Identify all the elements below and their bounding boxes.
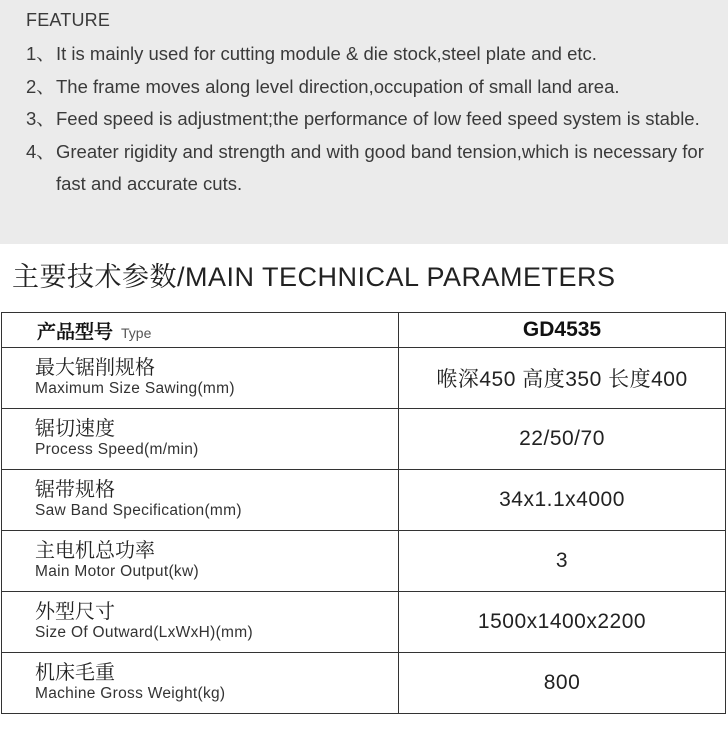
param-label-cell [2, 470, 399, 531]
param-label-cn: 锯切速度 [35, 418, 115, 440]
table-row [2, 531, 726, 592]
feature-title: FEATURE [26, 10, 111, 30]
feature-number: 1、 [26, 43, 55, 64]
parameters-title: 主要技术参数/MAIN TECHNICAL PARAMETERS [12, 262, 616, 292]
feature-number: 2、 [26, 75, 55, 97]
feature-text: The frame moves along level direction,occupation of small land area. [56, 75, 620, 97]
param-label-en: Process Speed(m/min) [35, 441, 199, 458]
param-value: 喉深450 高度350 长度400 [399, 348, 726, 409]
param-label-cn: 锯带规格 [35, 479, 115, 501]
feature-item-4 [26, 136, 728, 201]
param-label-cell [2, 409, 399, 470]
param-value: 34x1.1x4000 [399, 470, 726, 531]
feature-item-2 [26, 71, 728, 104]
param-label-cn: 主电机总功率 [35, 540, 155, 562]
param-label-en: Machine Gross Weight(kg) [35, 685, 226, 702]
param-label-en: Maximum Size Sawing(mm) [35, 380, 235, 397]
feature-number: 4、 [26, 140, 55, 162]
table-header-row [2, 313, 726, 348]
model-value: GD4535 [399, 313, 726, 348]
table-row [2, 592, 726, 653]
param-label-cn: 机床毛重 [35, 662, 115, 684]
table-row [2, 653, 726, 714]
param-label-cell [2, 531, 399, 592]
feature-section [0, 0, 728, 244]
type-label-en: Type [121, 324, 152, 341]
param-label-en: Size Of Outward(LxWxH)(mm) [35, 624, 253, 641]
param-label-cn: 外型尺寸 [35, 601, 115, 623]
param-label-cell [2, 653, 399, 714]
feature-text: It is mainly used for cutting module & die stock,steel plate and etc. [56, 43, 597, 64]
feature-text: Greater rigidity and strength and with good band tension,which is necessary for fast and accurate cuts. [56, 140, 704, 194]
table-row [2, 470, 726, 531]
parameters-table [1, 312, 726, 714]
param-label-cn: 最大锯削规格 [35, 357, 155, 379]
param-label-cell [2, 592, 399, 653]
param-label-cell [2, 348, 399, 409]
feature-number: 3、 [26, 108, 55, 129]
param-label-en: Saw Band Specification(mm) [35, 502, 242, 519]
param-value: 1500x1400x2200 [399, 592, 726, 653]
feature-item-3 [26, 103, 728, 136]
table-row [2, 409, 726, 470]
param-label-en: Main Motor Output(kw) [35, 563, 199, 580]
param-value: 3 [399, 531, 726, 592]
type-label-cell [2, 313, 399, 348]
feature-text: Feed speed is adjustment;the performance of low feed speed system is stable. [56, 108, 700, 129]
type-label-cn: 产品型号 [37, 321, 114, 343]
param-value: 800 [399, 653, 726, 714]
feature-item-1 [26, 38, 728, 71]
param-value: 22/50/70 [399, 409, 726, 470]
feature-list [26, 38, 728, 201]
table-row [2, 348, 726, 409]
